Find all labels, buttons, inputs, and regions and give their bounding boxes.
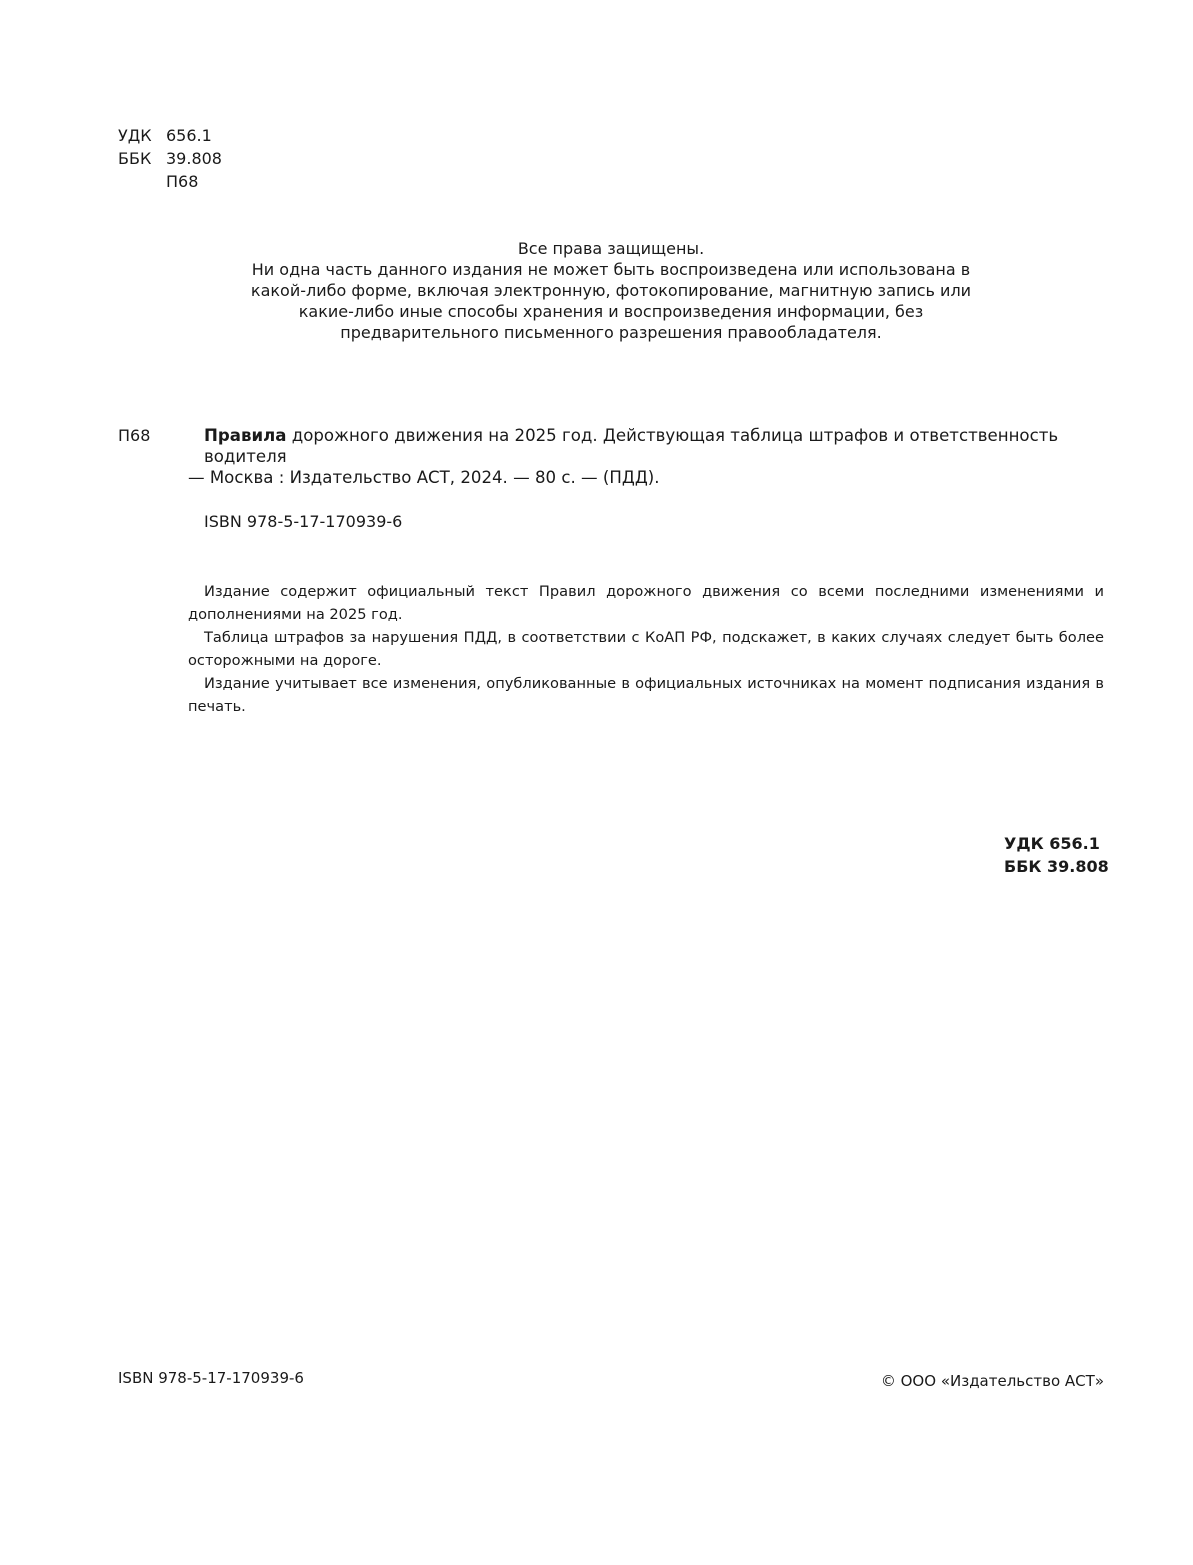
annotation <box>188 580 1104 718</box>
catalog-title-bold: Правила <box>204 426 287 445</box>
classification-block <box>118 124 222 193</box>
catalog-title-rest: дорожного движения на 2025 год. Действующая таблица штрафов и ответственность водителя <box>204 426 1059 466</box>
annotation-paragraph: Издание учитывает все изменения, опубликованные в официальных источниках на момент подписания издания в печать. <box>188 675 1104 715</box>
bbk-bold: ББК 39.808 <box>1004 857 1109 876</box>
author-mark: П68 <box>166 172 199 191</box>
indices-right <box>1004 832 1109 878</box>
catalog-title-line <box>188 425 1106 467</box>
rights-line: какие-либо иные способы хранения и воспроизведения информации, без <box>298 302 924 321</box>
rights-heading: Все права защищены. <box>517 239 705 258</box>
catalog-isbn: ISBN 978-5-17-170939-6 <box>204 512 403 531</box>
bbk-label: ББК <box>118 149 152 168</box>
udk-row <box>118 124 222 147</box>
annotation-paragraph: Таблица штрафов за нарушения ПДД, в соответствии с КоАП РФ, подскажет, в каких случаях следует быть более осторожными на дороге. <box>188 629 1104 669</box>
catalog-entry <box>188 425 1106 488</box>
udk-value: 656.1 <box>166 126 212 145</box>
footer-isbn: ISBN 978-5-17-170939-6 <box>118 1369 304 1387</box>
rights-line: предварительного письменного разрешения правообладателя. <box>340 323 882 342</box>
annotation-paragraph: Издание содержит официальный текст Правил дорожного движения со всеми последними изменениями и дополнениями на 2025 год. <box>188 583 1104 623</box>
udk-label: УДК <box>118 126 152 145</box>
rights-notice <box>200 238 1022 343</box>
rights-line: какой-либо форме, включая электронную, фотокопирование, магнитную запись или <box>250 281 972 300</box>
footer-copyright: © ООО «Издательство АСТ» <box>880 1372 1104 1390</box>
author-mark-row <box>118 170 222 193</box>
catalog-imprint: — Москва : Издательство АСТ, 2024. — 80 с. — (ПДД). <box>188 468 660 487</box>
udk-bold: УДК 656.1 <box>1004 834 1100 853</box>
bbk-row <box>118 147 222 170</box>
catalog-code: П68 <box>118 426 151 445</box>
rights-line: Ни одна часть данного издания не может быть воспроизведена или использована в <box>251 260 971 279</box>
bbk-value: 39.808 <box>166 149 222 168</box>
